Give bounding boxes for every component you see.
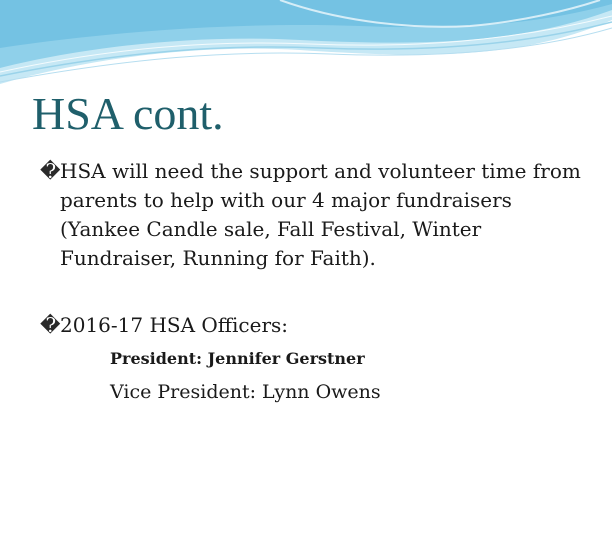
officer-president: President: Jennifer Gerstner (110, 349, 365, 368)
bullet-item (40, 157, 596, 273)
bullet-text: 2016-17 HSA Officers: (60, 313, 289, 337)
decorative-wave-header (0, 0, 612, 90)
slide-title: HSA cont. (32, 88, 224, 139)
officer-vice-president: Vice President: Lynn Owens (110, 381, 381, 403)
bullet-glyph: � (40, 313, 61, 337)
bullet-text: HSA will need the support and volunteer time from parents to help with our 4 major fundraisers (Yankee Candle sale, Fall Festival, Winter Fundraiser, Running for Faith). (60, 159, 581, 270)
bullet-glyph: � (40, 159, 61, 183)
bullet-item (40, 311, 596, 340)
